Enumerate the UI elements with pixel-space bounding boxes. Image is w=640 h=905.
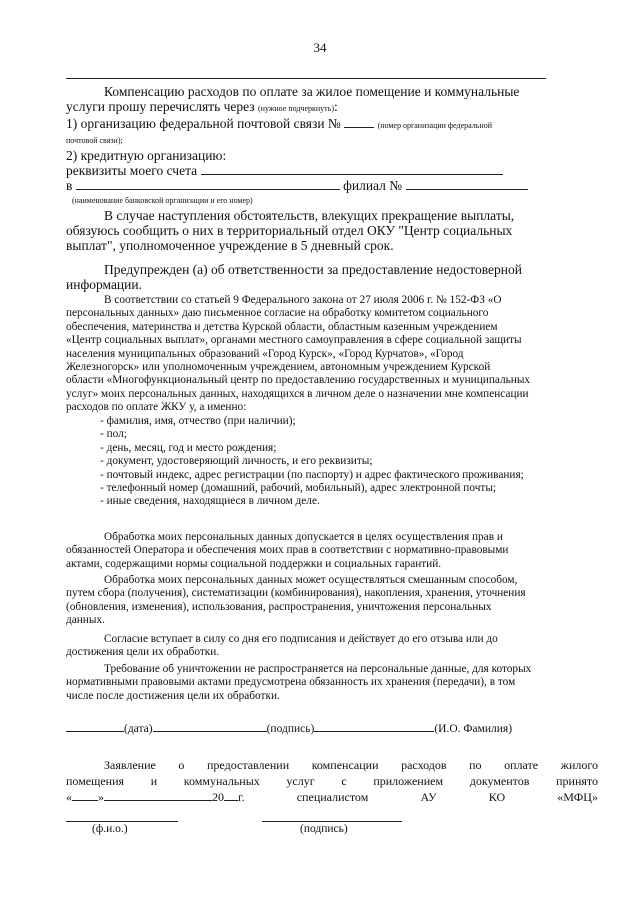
bank-caption: (наименование банковской организации и его номер)	[72, 196, 253, 205]
post-office-number-field[interactable]	[344, 116, 374, 128]
compensation-section	[66, 84, 598, 208]
page-number: 34	[313, 40, 327, 55]
comp-line-1: Компенсацию расходов по оплате за жилое помещение и коммунальные	[104, 84, 520, 99]
top-rule	[66, 78, 546, 79]
list-item: - документ, удостоверяющий личность, и его реквизиты;	[100, 455, 373, 468]
comp-line-3: 1) организацию федеральной почтовой связи № (номер организации федеральной	[66, 116, 492, 131]
accept-day-field[interactable]	[72, 789, 98, 801]
acceptance-line-2: помещения и коммунальных услуг с приложением документов принято	[66, 774, 598, 788]
list-item: - телефонный номер (домашний, рабочий, мобильный), адрес электронной почты;	[100, 482, 497, 495]
acceptance-section: Заявление о предоставлении компенсации расходов по оплате жилого помещения и коммунальных услуг с приложением документов принято « » 20 г. специалистом АУ КО «МФЦ»	[66, 758, 598, 804]
comp-line-7: в филиал №	[66, 178, 598, 193]
underline-note: (нужное подчеркнуть)	[258, 104, 334, 113]
acceptance-line-3: « » 20 г. специалистом АУ КО «МФЦ»	[66, 790, 598, 804]
comp-line-2: услуги прошу перечислять через (нужное подчеркнуть):	[66, 99, 338, 114]
processing-section: Обработка моих персональных данных допускается в целях осуществления прав и обязанностей Оператора и обеспечения моих прав в соответствии с нормативно-правовыми актами, содержащими нормы социальной поддержки и социальных гарантий.	[66, 531, 509, 570]
account-details-field[interactable]	[201, 163, 503, 175]
fio-caption: (ф.и.о.)	[92, 823, 128, 835]
specialist-signature-line[interactable]	[262, 821, 402, 822]
comp-line-4: почтовой связи);	[66, 136, 123, 145]
full-name-field[interactable]	[314, 720, 434, 732]
accept-month-field[interactable]	[104, 789, 212, 801]
accept-year-field[interactable]	[224, 789, 238, 801]
comp-line-6: реквизиты моего счета	[66, 163, 598, 178]
list-item: - фамилия, имя, отчество (при наличии);	[100, 415, 296, 427]
sign-caption: (подпись)	[300, 823, 348, 835]
branch-number-field[interactable]	[406, 178, 528, 190]
methods-section: Обработка моих персональных данных может осуществляться смешанным способом, путем сбора (получения), систематизации (комбинирования), накопления, хранения, уточнения (обновления, изменения), использования, распространения, уничтожения персональных данных.	[66, 574, 526, 627]
obligation-section: В случае наступления обстоятельств, влекущих прекращение выплаты, обязуюсь сообщить о них в территориальный отдел ОКУ "Центр социальных выплат", уполномоченное учреждение в 5 дневный срок.	[66, 208, 515, 253]
comp-line-5: 2) кредитную организацию:	[66, 148, 227, 163]
list-item: - почтовый индекс, адрес регистрации (по паспорту) и адрес фактического проживания;	[100, 468, 524, 481]
date-field[interactable]	[66, 720, 124, 732]
warned-section: Предупрежден (а) об ответственности за предоставление недостоверной информации.	[66, 262, 522, 292]
consent-section: В соответствии со статьей 9 Федерального закона от 27 июля 2006 г. № 152-ФЗ «О персональных данных» даю письменное согласие на обработку комитетом социального обеспечения, материнства и детства Курской области, областным казенным учреждением «Центр социальных выплат», органами местного самоуправления в сфере социальной защиты населения муниципальных образований «Город Курск», «Город Курчатов», «Город Железногорск» или уполномоченным учреждением, автономным учреждением Курской области «Многофункциональный центр по предоставлению государственных и муниципальных услуг» моих персональных данных, находящихся в личном деле о назначении мне компенсации расходов по оплате ЖКУ у, а именно:	[66, 294, 531, 414]
signature-row: (дата) (подпись) (И.О. Фамилия)	[66, 720, 598, 735]
validity-section: Согласие вступает в силу со дня его подписания и действует до его отзыва или до достижения цели их обработки.	[66, 633, 498, 659]
list-item: - иные сведения, находящиеся в личном деле.	[100, 495, 320, 508]
specialist-name-line[interactable]	[66, 821, 178, 822]
list-item: - день, месяц, год и место рождения;	[100, 441, 277, 454]
list-item: - пол;	[100, 428, 127, 441]
bank-name-field[interactable]	[76, 178, 340, 190]
personal-data-list	[66, 415, 598, 509]
signature-field[interactable]	[153, 720, 267, 732]
destruction-section: Требование об уничтожении не распространяется на персональные данные, для которых нормативными правовыми актами предусмотрена обязанность их хранения (передачи), в том числе после достижения цели их обработки.	[66, 663, 532, 702]
